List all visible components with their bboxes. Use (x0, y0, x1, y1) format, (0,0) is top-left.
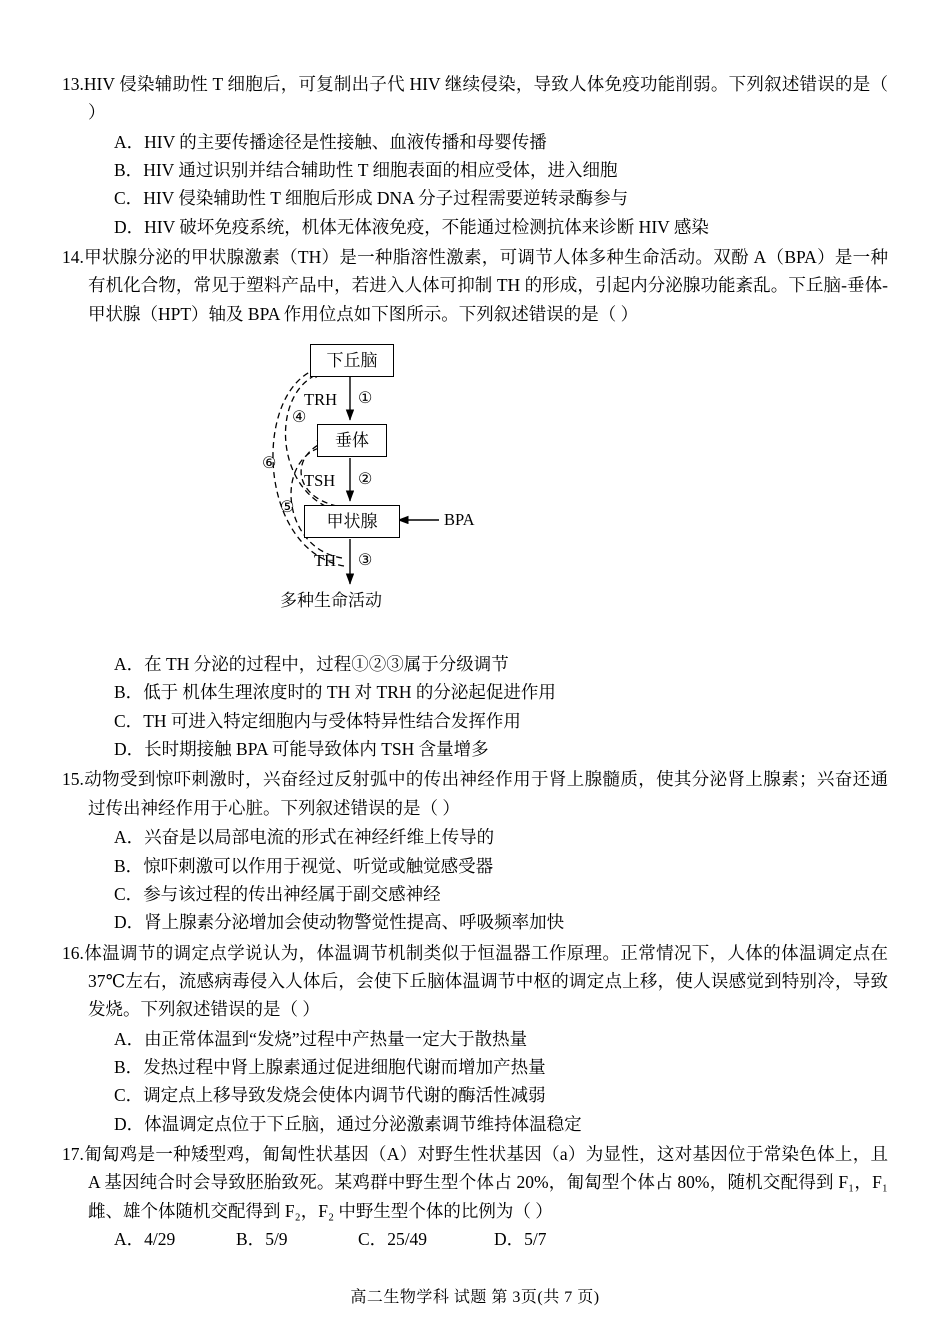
option-text: 由正常体温到“发烧”过程中产热量一定大于散热量 (144, 1028, 528, 1049)
option-letter: B． (236, 1228, 266, 1249)
question-15-options (62, 823, 888, 936)
option-row (62, 184, 888, 212)
question-15-text: 动物受到惊吓刺激时，兴奋经过反射弧中的传出神经作用于肾上腺髓质，使其分泌肾上腺素；兴奋还通过传出神经作用于心脏。下列叙述错误的是（ ） (83, 769, 888, 818)
question-15-stem (62, 765, 888, 822)
option-text: HIV 的主要传播途径是性接触、血液传播和母婴传播 (144, 131, 547, 152)
option-letter: B． (114, 855, 144, 876)
question-17-options (62, 1225, 888, 1253)
question-13-number: 13. (62, 74, 84, 94)
question-16-stem (62, 939, 888, 1024)
question-17-number: 17. (62, 1143, 84, 1164)
question-16 (62, 939, 888, 1138)
diagram-label-trh: TRH (304, 390, 337, 410)
option-letter: C． (114, 883, 144, 904)
option-row (62, 1025, 888, 1053)
question-16-text: 体温调节的调定点学说认为，体温调节机制类似于恒温器工作原理。正常情况下，人体的体温调定点在 37℃左右，流感病毒侵入人体后，会使下丘脑体温调节中枢的调定点上移，使人误感觉到特别冷，导致发烧。下列叙述错误的是（ ） (83, 942, 888, 1020)
option-row (62, 678, 888, 706)
diagram-step-1: ① (358, 390, 373, 408)
option-letter: A． (114, 654, 145, 675)
diagram-step-4: ④ (292, 409, 307, 427)
option-text: 体温调定点位于下丘脑，通过分泌激素调节维持体温稳定 (144, 1113, 582, 1134)
option-letter: B． (114, 682, 144, 703)
diagram-step-5: ⑤ (280, 499, 295, 517)
diagram-node-output: 多种生命活动 (280, 591, 382, 611)
option-row (62, 128, 888, 156)
diagram-step-2: ② (358, 471, 373, 489)
option-row (62, 880, 888, 908)
question-16-options (62, 1025, 888, 1138)
option-text: 参与该过程的传出神经属于副交感神经 (143, 883, 441, 904)
question-13-text: HIV 侵染辅助性 T 细胞后，可复制出子代 HIV 继续侵染，导致人体免疫功能削弱。下列叙述错误的是（ ） (83, 74, 888, 123)
option-row (62, 707, 888, 735)
diagram-node-hypothalamus: 下丘脑 (310, 344, 394, 377)
option-letter: D． (114, 912, 145, 933)
diagram-label-tsh: TSH (304, 471, 336, 491)
question-14-text: 甲状腺分泌的甲状腺激素（TH）是一种脂溶性激素，可调节人体多种生命活动。双酚 A（BPA）是一种有机化合物，常见于塑料产品中，若进入人体可抑制 TH 的形成，引起内分泌腺功能紊乱。下丘脑-垂体-甲状腺（HPT）轴及 BPA 作用位点如下图所示。下列叙述错误的是（ ） (83, 247, 888, 324)
option-text: 5/9 (265, 1228, 288, 1249)
option-text: 调定点上移导致发烧会使体内调节代谢的酶活性减弱 (143, 1085, 546, 1106)
option-text: 25/49 (387, 1228, 428, 1249)
option-letter: A． (114, 827, 145, 848)
option-letter: C． (114, 710, 144, 731)
question-16-number: 16. (62, 942, 84, 963)
question-14-options (62, 650, 888, 763)
diagram-label-bpa: BPA (444, 510, 475, 530)
option-row (62, 852, 888, 880)
option-letter: D． (114, 216, 145, 237)
question-14 (62, 243, 888, 763)
option-letter: B． (114, 1056, 144, 1077)
question-15 (62, 765, 888, 936)
option-row (494, 1225, 594, 1253)
question-14-number: 14. (62, 247, 84, 268)
option-text: 4/29 (144, 1228, 176, 1249)
option-row (62, 908, 888, 936)
option-letter: A． (114, 131, 145, 152)
option-letter: D． (114, 739, 145, 760)
option-text: TH 可进入特定细胞内与受体特异性结合发挥作用 (143, 710, 521, 731)
option-row (62, 735, 888, 763)
question-15-number: 15. (62, 769, 84, 790)
option-text: 肾上腺素分泌增加会使动物警觉性提高、呼吸频率加快 (144, 912, 565, 933)
option-text: 低于 机体生理浓度时的 TH 对 TRH 的分泌起促进作用 (143, 682, 556, 703)
option-letter: C． (114, 188, 144, 209)
question-13 (62, 70, 888, 241)
hpt-axis-diagram (62, 334, 888, 646)
option-row (62, 1081, 888, 1109)
option-row (62, 650, 888, 678)
diagram-node-thyroid: 甲状腺 (304, 505, 400, 538)
page-footer: 高二生物学科 试题 第 3页(共 7 页) (350, 1289, 600, 1306)
option-letter: B． (114, 160, 144, 181)
option-letter: D． (114, 1113, 145, 1134)
option-row (358, 1225, 494, 1253)
diagram-node-pituitary: 垂体 (317, 424, 387, 457)
option-letter: A． (114, 1028, 145, 1049)
option-text: HIV 破坏免疫系统，机体无体液免疫，不能通过检测抗体来诊断 HIV 感染 (144, 216, 709, 237)
question-17-text: 匍匐鸡是一种矮型鸡，匍匐性状基因（A）对野生性状基因（a）为显性，这对基因位于常染色体上，且 A 基因纯合时会导致胚胎致死。某鸡群中野生型个体占 20%，匍匐型个体占 80%，随机交配得到 F₁，F₁ 雌、雄个体随机交配得到 F₂，F₂ 中野生型个体的比例为（ ） (83, 1143, 888, 1221)
option-text: HIV 侵染辅助性 T 细胞后形成 DNA 分子过程需要逆转录酶参与 (143, 188, 629, 209)
diagram-step-6: ⑥ (262, 455, 277, 473)
option-row (62, 1110, 888, 1138)
question-14-stem (62, 243, 888, 328)
option-text: 在 TH 分泌的过程中，过程①②③属于分级调节 (144, 654, 509, 675)
option-row (62, 1053, 888, 1081)
option-row (62, 823, 888, 851)
option-row (236, 1225, 358, 1253)
option-row (62, 213, 888, 241)
option-text: 发热过程中肾上腺素通过促进细胞代谢而增加产热量 (143, 1056, 546, 1077)
option-text: 惊吓刺激可以作用于视觉、听觉或触觉感受器 (143, 855, 494, 876)
option-letter: D． (494, 1228, 525, 1249)
question-17 (62, 1140, 888, 1253)
option-text: 兴奋是以局部电流的形式在神经纤维上传导的 (144, 827, 495, 848)
option-row (114, 1225, 236, 1253)
option-row (62, 156, 888, 184)
option-text: 长时期接触 BPA 可能导致体内 TSH 含量增多 (144, 739, 489, 760)
option-text: HIV 通过识别并结合辅助性 T 细胞表面的相应受体，进入细胞 (143, 160, 618, 181)
option-letter: A． (114, 1228, 145, 1249)
question-13-options (62, 128, 888, 241)
diagram-label-th: TH (314, 551, 336, 571)
option-letter: C． (358, 1228, 388, 1249)
option-letter: C． (114, 1085, 144, 1106)
diagram-step-3: ③ (358, 552, 373, 570)
question-17-stem (62, 1140, 888, 1225)
option-text: 5/7 (524, 1228, 547, 1249)
question-13-stem (62, 70, 888, 127)
